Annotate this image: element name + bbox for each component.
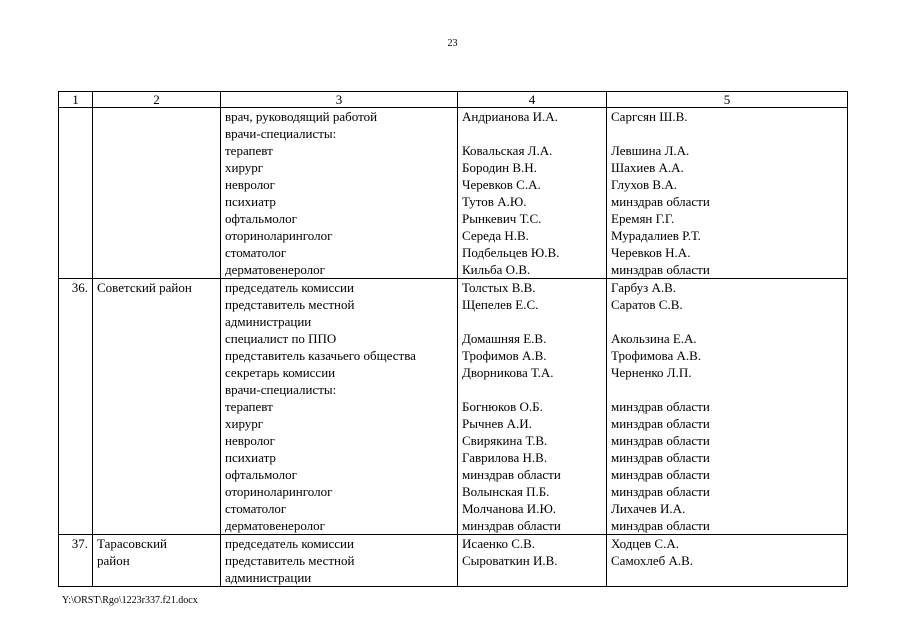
member-name-line: Подбельцев Ю.В. xyxy=(462,245,560,260)
reserve-name-cell xyxy=(607,108,848,279)
table-row xyxy=(59,279,848,535)
member-name-line: Волынская П.Б. xyxy=(462,484,550,499)
role-line: психиатр xyxy=(225,194,276,209)
member-name-line xyxy=(462,313,602,330)
role-line: терапевт xyxy=(225,143,273,158)
reserve-name-line: минздрав области xyxy=(611,467,710,482)
role-line: председатель комиссии xyxy=(225,280,354,295)
member-name-line: Свирякина Т.В. xyxy=(462,433,548,448)
member-name-line: Середа Н.В. xyxy=(462,228,529,243)
member-name-line: Трофимов А.В. xyxy=(462,348,547,363)
page-number: 23 xyxy=(447,38,458,49)
reserve-name-line: минздрав области xyxy=(611,433,710,448)
role-line: представитель местной xyxy=(225,553,355,568)
reserve-name-line: Саргсян Ш.В. xyxy=(611,109,688,124)
role-line: секретарь комиссии xyxy=(225,365,336,380)
role-cell xyxy=(221,535,458,587)
member-name-line: Андрианова И.А. xyxy=(462,109,558,124)
reserve-name-line: Самохлеб А.В. xyxy=(611,553,694,568)
district-name-line: Советский район xyxy=(97,280,192,295)
role-line: председатель комиссии xyxy=(225,536,354,551)
role-line: дерматовенеролог xyxy=(225,518,325,533)
reserve-name-line xyxy=(611,125,843,142)
column-header-3: 3 xyxy=(221,92,458,108)
reserve-name-line: Глухов В.А. xyxy=(611,177,677,192)
reserve-name-line: Акользина Е.А. xyxy=(611,331,697,346)
column-header-1: 1 xyxy=(59,92,93,108)
reserve-name-line: минздрав области xyxy=(611,416,710,431)
reserve-name-line: Лихачев И.А. xyxy=(611,501,686,516)
member-name-line: Щепелев Е.С. xyxy=(462,297,539,312)
role-line: терапевт xyxy=(225,399,273,414)
member-name-cell xyxy=(458,108,607,279)
member-name-line: Домашняя Е.В. xyxy=(462,331,547,346)
role-line: психиатр xyxy=(225,450,276,465)
header-row xyxy=(59,92,848,108)
row-number-cell xyxy=(59,279,93,535)
district-name-line: Тарасовский xyxy=(97,536,167,551)
reserve-name-line: минздрав области xyxy=(611,262,710,277)
reserve-name-line: Еремян Г.Г. xyxy=(611,211,675,226)
member-name-line: Дворникова Т.А. xyxy=(462,365,554,380)
member-name-line: Сыроваткин И.В. xyxy=(462,553,558,568)
role-line: невролог xyxy=(225,177,276,192)
member-name-line: Рынкевич Т.С. xyxy=(462,211,542,226)
role-line: врачи-специалисты: xyxy=(225,382,337,397)
table-row xyxy=(59,535,848,587)
role-line: врачи-специалисты: xyxy=(225,126,337,141)
role-line: представитель местной xyxy=(225,297,355,312)
member-name-cell xyxy=(458,279,607,535)
role-line: дерматовенеролог xyxy=(225,262,325,277)
role-line: представитель казачьего общества xyxy=(225,348,416,363)
reserve-name-line: Черевков Н.А. xyxy=(611,245,691,260)
column-header-4: 4 xyxy=(458,92,607,108)
role-line: администрации xyxy=(225,570,312,585)
member-name-line xyxy=(462,569,602,586)
reserve-name-line: Трофимова А.В. xyxy=(611,348,702,363)
member-name-line: Кильба О.В. xyxy=(462,262,531,277)
reserve-name-line: Ходцев С.А. xyxy=(611,536,679,551)
reserve-name-line: Саратов С.В. xyxy=(611,297,683,312)
reserve-name-line: минздрав области xyxy=(611,484,710,499)
role-line: хирург xyxy=(225,416,264,431)
role-line: администрации xyxy=(225,314,312,329)
member-name-line: Исаенко С.В. xyxy=(462,536,536,551)
role-line: офтальмолог xyxy=(225,211,297,226)
district-name-cell xyxy=(93,279,221,535)
row-number-cell xyxy=(59,108,93,279)
district-name-line: район xyxy=(97,553,130,568)
district-name-cell xyxy=(93,535,221,587)
column-header-5: 5 xyxy=(607,92,848,108)
member-name-line: Рычнев А.И. xyxy=(462,416,532,431)
reserve-name-line: Левшина Л.А. xyxy=(611,143,690,158)
role-cell xyxy=(221,279,458,535)
reserve-name-line: минздрав области xyxy=(611,194,710,209)
reserve-name-line: Мурадалиев Р.Т. xyxy=(611,228,701,243)
role-line: хирург xyxy=(225,160,264,175)
member-name-line: Толстых В.В. xyxy=(462,280,536,295)
district-name-cell xyxy=(93,108,221,279)
member-name-line: Гаврилова Н.В. xyxy=(462,450,548,465)
member-name-line: Богнюков О.Б. xyxy=(462,399,543,414)
commission-table xyxy=(58,91,848,587)
reserve-name-line xyxy=(611,381,843,398)
member-name-cell xyxy=(458,535,607,587)
role-line: офтальмолог xyxy=(225,467,297,482)
role-line: стоматолог xyxy=(225,245,287,260)
file-path-footer: Y:\ORST\Rgo\1223r337.f21.docx xyxy=(62,595,198,606)
reserve-name-cell xyxy=(607,279,848,535)
row-number: 36. xyxy=(71,280,88,295)
member-name-line: минздрав области xyxy=(462,518,561,533)
table-row xyxy=(59,108,848,279)
role-line: специалист по ППО xyxy=(225,331,337,346)
reserve-name-line: минздрав области xyxy=(611,450,710,465)
column-header-2: 2 xyxy=(93,92,221,108)
reserve-name-line: минздрав области xyxy=(611,399,710,414)
role-line: стоматолог xyxy=(225,501,287,516)
reserve-name-cell xyxy=(607,535,848,587)
member-name-line: Тутов А.Ю. xyxy=(462,194,527,209)
row-number xyxy=(63,108,88,125)
row-number: 37. xyxy=(71,536,88,551)
member-name-line xyxy=(462,381,602,398)
reserve-name-line: Черненко Л.П. xyxy=(611,365,692,380)
member-name-line: Ковальская Л.А. xyxy=(462,143,553,158)
role-line: врач, руководящий работой xyxy=(225,109,378,124)
role-line: оториноларинголог xyxy=(225,228,333,243)
role-line: невролог xyxy=(225,433,276,448)
reserve-name-line xyxy=(611,569,843,586)
member-name-line: Молчанова И.Ю. xyxy=(462,501,557,516)
member-name-line xyxy=(462,125,602,142)
role-line: оториноларинголог xyxy=(225,484,333,499)
member-name-line: Черевков С.А. xyxy=(462,177,541,192)
reserve-name-line: Гарбуз А.В. xyxy=(611,280,677,295)
reserve-name-line xyxy=(611,313,843,330)
reserve-name-line: Шахиев А.А. xyxy=(611,160,684,175)
row-number-cell xyxy=(59,535,93,587)
reserve-name-line: минздрав области xyxy=(611,518,710,533)
member-name-line: Бородин В.Н. xyxy=(462,160,537,175)
member-name-line: минздрав области xyxy=(462,467,561,482)
role-cell xyxy=(221,108,458,279)
